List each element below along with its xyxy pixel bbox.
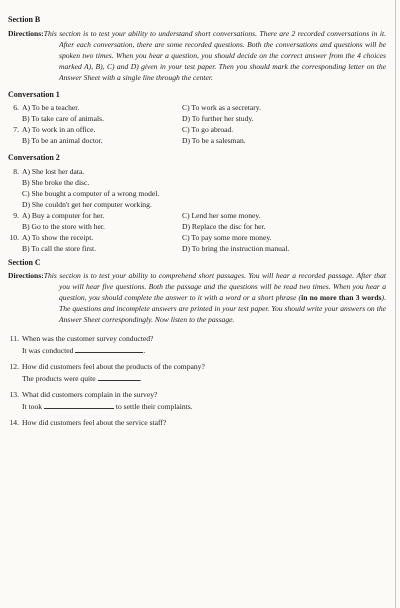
question-number: 12. — [9, 362, 19, 372]
option-d: D) To be a salesman. — [182, 136, 246, 146]
directions-label: Directions: — [8, 28, 44, 38]
directions-text: This section is to test your ability to understand short conversations. There are 2 recorded conversations in it. After each conversation, there are some recorded questions. Both the conversations and questions will be spoken two times. When you hear a question, you should decide on the correct answer from the 4 choices marked A), B), C) and D) given in your test paper. Then you should mark the corresponding letter on the Answer Sheet with a single line through the center. — [43, 28, 386, 82]
question-11 — [8, 333, 386, 356]
answer-prefix: The products were quite — [22, 374, 96, 384]
page-edge-rule — [395, 0, 396, 608]
question-14 — [8, 417, 386, 428]
question-9 — [8, 210, 386, 232]
directions-word-limit: in no more than 3 words — [301, 293, 382, 303]
question-13 — [8, 389, 386, 412]
option-c: C) She bought a computer of a wrong model. — [22, 188, 160, 198]
section-b-directions — [8, 28, 386, 83]
options — [22, 124, 386, 146]
answer-blank[interactable] — [98, 372, 142, 384]
option-d: D) Replace the disc for her. — [182, 221, 266, 231]
question-number: 14. — [9, 418, 19, 428]
question-text: How did customers feel about the products of the company? — [22, 362, 205, 372]
answer-suffix: to settle their complaints. — [115, 402, 193, 412]
question-6 — [8, 102, 386, 124]
question-number: 8. — [13, 166, 19, 176]
question-7 — [8, 124, 386, 146]
section-b-title: Section B — [8, 15, 41, 24]
option-b: B) She broke the disc. — [22, 177, 90, 187]
directions-text-1: This section is to test your ability to comprehend short passages. You will hear a recorded passage. After that you will hear five questions. Both the passage and the questions will be read two times. When you hear a question, you should complete the answer to it with a word or a short phrase ( — [43, 271, 386, 303]
conversation-1-title: Conversation 1 — [8, 89, 60, 99]
option-a: A) To be a teacher. — [22, 103, 80, 113]
directions-text-2: ). The questions and incomplete answers are printed in your test paper. You should write your answers on the Answer Sheet correspondingly. Now listen to the passage. — [59, 293, 386, 325]
directions-label: Directions: — [8, 271, 44, 281]
answer-line — [8, 400, 386, 412]
question-text: When was the customer survey conducted? — [22, 334, 154, 344]
question-number: 7. — [13, 125, 19, 135]
question-number: 11. — [9, 334, 19, 344]
section-c-title: Section C — [8, 257, 41, 267]
question-10 — [8, 232, 386, 254]
options — [22, 102, 386, 124]
answer-suffix: . — [139, 374, 142, 384]
question-number: 10. — [9, 232, 19, 242]
answer-blank[interactable] — [44, 400, 114, 409]
conversation-2-title: Conversation 2 — [8, 153, 60, 163]
option-c: C) To go abroad. — [182, 125, 234, 135]
option-c: C) To work as a secretary. — [182, 103, 261, 113]
answer-prefix: It took — [22, 402, 43, 412]
question-12 — [8, 361, 386, 384]
answer-line — [8, 372, 386, 384]
option-c: C) Lend her some money. — [182, 210, 261, 220]
option-b: B) To call the store first. — [22, 243, 96, 253]
option-d: D) She couldn't get her computer working. — [22, 199, 152, 209]
question-number: 9. — [13, 210, 19, 220]
option-c: C) To pay some more money. — [182, 232, 272, 242]
question-text: What did customers complain in the survey? — [22, 390, 158, 400]
option-d: D) To further her study. — [182, 114, 254, 124]
option-d: D) To bring the instruction manual. — [182, 243, 290, 253]
answer-prefix: It was conducted — [22, 346, 74, 356]
option-a: A) Buy a computer for her. — [22, 210, 105, 220]
section-c-directions — [8, 270, 386, 325]
options — [22, 166, 386, 210]
answer-suffix: . — [143, 346, 146, 356]
option-b: B) To take care of animals. — [22, 114, 104, 124]
answer-line — [8, 344, 386, 356]
question-number: 13. — [9, 390, 19, 400]
options — [22, 210, 386, 232]
answer-blank[interactable] — [75, 344, 146, 356]
options — [22, 232, 386, 254]
question-text: How did customers feel about the service staff? — [22, 418, 167, 428]
question-8 — [8, 166, 386, 210]
option-a: A) She lost her data. — [22, 166, 85, 176]
option-a: A) To show the receipt. — [22, 232, 94, 242]
option-b: B) Go to the store with her. — [22, 221, 105, 231]
option-b: B) To be an animal doctor. — [22, 136, 103, 146]
question-number: 6. — [13, 103, 19, 113]
option-a: A) To work in an office. — [22, 125, 96, 135]
